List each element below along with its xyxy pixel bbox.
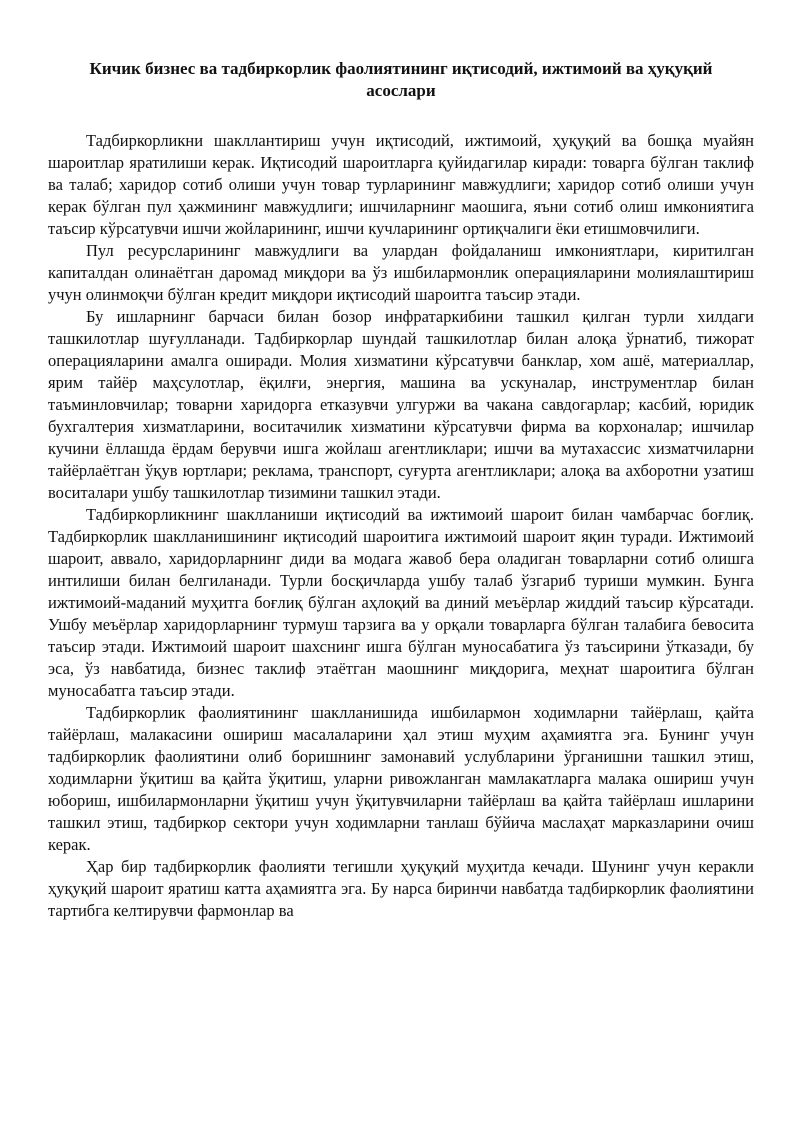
document-page	[48, 58, 754, 922]
paragraph-6: Ҳар бир тадбиркорлик фаолияти тегишли ҳуқуқий муҳитда кечади. Шунинг учун керакли ҳуқуқий шароит яратиш катта аҳамиятга эга. Бу нарса биринчи навбатда тадбиркорлик фаолиятини тартибга келтирувчи фармонлар ва	[48, 857, 754, 920]
document-title: Кичик бизнес ва тадбиркорлик фаолиятининг иқтисодий, ижтимоий ва ҳуқуқий асослари	[89, 59, 713, 100]
paragraph-5: Тадбиркорлик фаолиятининг шаклланишида ишбилармон ходимларни тайёрлаш, қайта тайёрлаш, малакасини ошириш масалаларини ҳал этиш муҳим аҳамиятга эга. Бунинг учун тадбиркорлик фаолиятини олиб боришнинг замонавий услубларини ўрганишни ташкил этиш, ходимларни ўқитиш ва қайта ўқитиш, уларни ривожланган мамлакатларга малака ошириш учун юбориш, ишбилармонларни ўқитиш учун ўқитувчиларни тайёрлаш ва қайта тайёрлаш ишларини ташкил этиш, тадбиркор сектори учун ходимларни танлаш бўйича маслаҳат марказларини очиш керак.	[48, 703, 754, 854]
paragraph-4: Тадбиркорликнинг шаклланиши иқтисодий ва ижтимоий шароит билан чамбарчас боғлиқ. Тадбиркорлик шаклланишининг иқтисодий шароитига ижтимоий шароит яқин туради. Ижтимоий шароит, аввало, харидорларнинг диди ва модага жавоб бера оладиган товарларни сотиб олишга интилиши билан белгиланади. Турли босқичларда ушбу талаб ўзгариб туриши мумкин. Бунга ижтимоий-маданий муҳитга боғлиқ бўлган аҳлоқий ва диний меъёрлар жиддий таъсир кўрсатади. Ушбу меъёрлар харидорларнинг турмуш тарзига ва у орқали товарларга бўлган талабига бевосита таъсир этади. Ижтимоий шароит шахснинг ишга бўлган муносабатига ўз таъсирини ўтказади, бу эса, ўз навбатида, бизнес таклиф этаётган маошнинг миқдорига, меҳнат шароитига бўлган муносабатга таъсир этади.	[48, 505, 754, 700]
paragraph-3: Бу ишларнинг барчаси билан бозор инфратаркибини ташкил қилган турли хилдаги ташкилотлар шуғулланади. Тадбиркорлар шундай ташкилотлар билан алоқа ўрнатиб, тижорат операцияларини амалга оширади. Молия хизматини кўрсатувчи банклар, хом ашё, материаллар, ярим тайёр маҳсулотлар, ёқилғи, энергия, машина ва ускуналар, инструментлар билан таъминловчилар; товарни харидорга етказувчи улгуржи ва чакана савдогарлар; касбий, юридик бухгалтерия хизматларини, воситачилик хизматини кўрсатувчи фирма ва корхоналар; ишчилар кучини ёллашда ёрдам берувчи ишга жойлаш агентликлари; ишчи ва мутахассис хизматчиларни тайёрлаётган ўқув юртлари; реклама, транспорт, суғурта агентликлари; алоқа ва ахборотни узатиш воситалари ушбу ташкилотлар тизимини ташкил этади.	[48, 307, 754, 502]
paragraph-1: Тадбиркорликни шакллантириш учун иқтисодий, ижтимоий, ҳуқуқий ва бошқа муайян шароитлар яратилиши керак. Иқтисодий шароитларга қуйидагилар киради: товарга бўлган таклиф ва талаб; харидор сотиб олиши учун товар турларининг мавжудлиги; харидор сотиб олиши учун керак бўлган пул ҳажмининг мавжудлиги; ишчиларнинг маошига, яъни сотиб олиш имкониятига таъсир кўрсатувчи ишчи жойларининг, ишчи кучларининг ортиқчалиги ёки етишмовчилиги.	[48, 131, 754, 238]
document-body	[48, 130, 754, 922]
paragraph-2: Пул ресурсларининг мавжудлиги ва улардан фойдаланиш имкониятлари, киритилган капиталдан олинаётган даромад миқдори ва ўз ишбилармонлик операцияларини молиялаштириш учун олинмоқчи бўлган кредит миқдори иқтисодий шароитга таъсир этади.	[48, 241, 754, 304]
